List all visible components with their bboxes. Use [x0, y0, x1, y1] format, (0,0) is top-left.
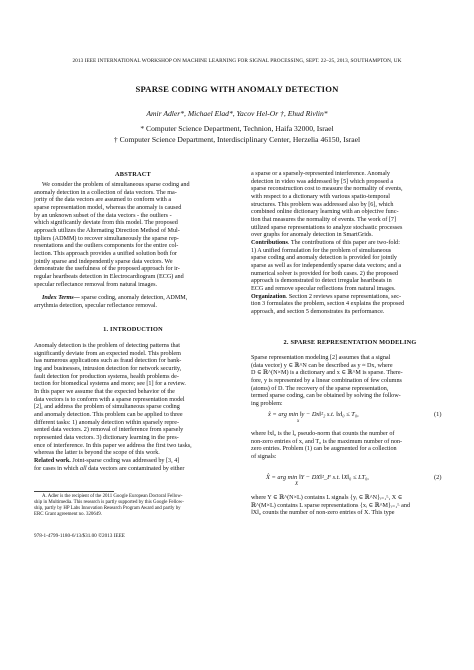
abstract-line: by an unknown subset of the data vectors - the outliers - [34, 212, 172, 219]
author-list: Amir Adler*, Michael Elad*, Yacov Hel-Or †, Ehud Rivlin* [146, 109, 328, 118]
intro-line: [2], and address the problem of simultaneous sparse coding [34, 404, 180, 411]
org-line: tion 3 formulates the problem, section 4 explains the proposed [251, 301, 405, 308]
organization-label: Organization [251, 293, 286, 300]
intro-line: and anomaly detection. This problem can be applied to three [34, 411, 183, 418]
affiliation-idc: † Computer Science Department, Interdisciplinary Center, Herzelia 46150, Israel [113, 135, 361, 144]
copyright-line: 978-1-4799-1180-6/13/$31.00 ©2013 IEEE [34, 533, 125, 539]
index-terms [34, 295, 232, 310]
intro-line: ence of interference. In this paper we address the first two tasks, [34, 442, 192, 449]
abstract-line: demonstrate the usefulness of the proposed approach for ir- [34, 266, 180, 273]
equation-1: x̂ = arg min ‖y − Dx‖²₂ s.t. ‖x‖₀ ≤ T₀, [268, 411, 359, 418]
footnote-line: ship in Multimedia. This research is partly supported by this Google Fellow- [34, 500, 184, 505]
section2-middle [251, 431, 449, 462]
abstract-body [34, 182, 232, 289]
org-line: approach, and section 5 demonstrates its performance. [251, 308, 385, 315]
equation-1-number: (1) [434, 411, 442, 418]
abstract-heading: ABSTRACT [115, 171, 151, 178]
abstract-line: regular heartbeats detection in Electrocardiogram (ECG) and [34, 273, 184, 280]
section2-body [251, 355, 449, 409]
contrib-line: . The contributions of this paper are two-fold: [287, 239, 400, 246]
bottom-line: ‖X‖₀ counts the number of non-zero entries of X. This type [251, 510, 395, 517]
index-terms-line: sparse coding, anomaly detection, ADMM, [81, 295, 188, 301]
contrib-line: ECG and remove specular reflections from natural images. [251, 285, 396, 292]
equation-1-subscript: x [297, 419, 300, 424]
index-terms-line: arrythmia detection, specular reflectance removal. [34, 302, 158, 309]
intro-line: In this paper we assume that the expected behavior of the [34, 388, 175, 395]
right-line: sparse reconstruction cost to measure the normality of events, [251, 186, 403, 193]
sec2-line: fore, y is represented by a linear combination of few columns [251, 377, 402, 384]
abstract-line: jointly sparse and independently sparse data vectors. We [34, 258, 173, 265]
related-line: data vectors are contaminated by either [86, 465, 185, 472]
intro-line: different tasks: 1) anomaly detection within sparsely repre- [34, 419, 179, 426]
footnote-line: ERC Grant agreement no. 320649. [34, 512, 102, 517]
sec2-line: (data vector) y ∈ ℝ^N can be described as y ≈ Dx, where [251, 362, 393, 369]
introduction-body [34, 343, 232, 473]
related-line: Joint-sparse coding was addressed by [3, 4] [70, 457, 180, 464]
right-line: a sparse or a sparsely-represented interference. Anomaly [251, 171, 390, 177]
abstract-line: tipliers (ADMM) to recover simultaneously the sparse rep- [34, 235, 179, 242]
intro-line: tection for biomedical systems and more; see [1] for a review. [34, 381, 186, 388]
sec2-line: D ∈ ℝ^(N×M) is a dictionary and x ∈ ℝ^M is sparse. There- [251, 370, 403, 377]
mid-line: zero entries. Problem (1) can be augmented for a collection [251, 446, 397, 453]
mid-line: of signals: [251, 453, 277, 460]
abstract-line: which significantly deviate from this model. The proposed [34, 220, 178, 227]
right-line: combined online dictionary learning with an objective func- [251, 209, 399, 216]
abstract-line: sparse representation model, whereas the anomaly is caused [34, 204, 182, 211]
equation-2-number: (2) [434, 474, 442, 481]
right-line: structures. This problem was addressed also by [6], which [251, 201, 394, 208]
footnote-line: ship, partly by HP Labs Innovation Research Program Award and partly by [34, 506, 181, 511]
abstract-line: anomaly detection in a collection of data vectors. The ma- [34, 189, 177, 196]
section2-bottom [251, 495, 449, 518]
conference-header: 2013 IEEE INTERNATIONAL WORKSHOP ON MACHINE LEARNING FOR SIGNAL PROCESSING, SEPT. 22–25, 2013, SOUTHAMPTON, UK [72, 58, 402, 64]
introduction-heading: 1. INTRODUCTION [103, 326, 163, 333]
right-line: utilized sparse representations to analyze stochastic processes [251, 224, 403, 231]
contrib-line: sparse coding and anomaly detection is provided for jointly [251, 255, 397, 262]
sec2-line: Sparse representation modeling [2] assumes that a signal [251, 355, 391, 361]
sec2-line: (atoms) of D. The recovery of the sparse representation, [251, 385, 389, 392]
contributions-label: Contributions [251, 239, 288, 246]
paper-title: SPARSE CODING WITH ANOMALY DETECTION [135, 84, 339, 94]
right-line: detection in video was addressed by [5] which proposed a [251, 178, 394, 185]
mid-line: non-zero entries of x, and T₀ is the maximum number of non- [251, 438, 403, 445]
right-line: with respect to a dictionary with various spatio-temporal [251, 193, 390, 200]
right-line: tion that measures the normality of events. The work of [7] [251, 216, 397, 223]
intro-line: has numerous applications such as fraud detection for bank- [34, 358, 182, 365]
footnote [34, 494, 232, 518]
equation-2: X̂ = arg min ‖Y − DX‖²_F s.t. ‖X‖₀ ≤ LT₀, [266, 474, 369, 481]
intro-line: significantly deviate from an expected model. This problem [34, 350, 181, 357]
right-line: over graphs for anomaly detection in SmartGrids. [251, 232, 373, 239]
contrib-line: numerical solver is provided for both cases. 2) the proposed [251, 270, 398, 277]
intro-line: whereas the latter is beyond the scope of this work. [34, 450, 160, 457]
footnote-line: A. Adler is the recipient of the 2011 Google European Doctoral Fellow- [42, 494, 183, 499]
intro-line: fault detection for production systems, health problems de- [34, 373, 179, 380]
abstract-line: We consider the problem of simultaneous sparse coding and [42, 182, 190, 188]
related-emphasis: all [80, 465, 87, 472]
intro-line: ing and businesses, intrusion detection for network security, [34, 365, 182, 372]
sec2-line: ing problem: [251, 400, 283, 407]
abstract-line: resentations and the outliers components for the entire col- [34, 243, 179, 250]
abstract-line: jority of the data vectors are assumed to conform with a [34, 197, 172, 204]
equation-2-subscript: X [295, 482, 299, 487]
affiliation-technion: * Computer Science Department, Technion, Haifa 32000, Israel [140, 124, 334, 133]
related-line: for cases in which [34, 465, 81, 472]
index-terms-label: Index Terms— [42, 295, 80, 301]
intro-line: represented data vectors. 3) dictionary learning in the pres- [34, 434, 179, 441]
bottom-line: where Y ∈ ℝ^(N×L) contains L signals {yᵢ ∈ ℝ^N}ᵢ₌₁ᴸ, X ∈ [251, 495, 403, 501]
sec2-line: termed sparse coding, can be obtained by solving the follow- [251, 393, 401, 400]
intro-line: data vectors is to conform with a sparse representation model [34, 396, 185, 403]
intro-line: Anomaly detection is the problem of detecting patterns that [34, 343, 180, 349]
contrib-line: approach is demonstrated to detect irregular heartbeats in [251, 278, 392, 285]
section2-heading: 2. SPARSE REPRESENTATION MODELING [283, 339, 417, 346]
footnote-rule [34, 491, 114, 492]
bottom-line: ℝ^(M×L) contains L sparse representations {xᵢ ∈ ℝ^M}ᵢ₌₁ᴸ and [251, 502, 411, 509]
abstract-line: lection. This approach provides a unified solution both for [34, 250, 177, 257]
mid-line: where ‖x‖₀ is the l₀ pseudo-norm that counts the number of [251, 431, 395, 437]
contrib-line: sparse as well as for independently sparse data vectors; and a [251, 262, 402, 269]
abstract-line: approach utilizes the Alternating Direction Method of Mul- [34, 227, 180, 234]
intro-line: sented data vectors. 2) removal of interference from sparsely [34, 427, 184, 434]
related-work-continued [251, 171, 449, 316]
contrib-line: 1) A unified formulation for the problem of simultaneous [251, 247, 392, 254]
org-line: . Section 2 reviews sparse representations, sec- [285, 293, 402, 300]
abstract-line: specular reflectance removal from natural images. [34, 281, 158, 288]
related-work-label: Related work. [34, 457, 71, 464]
